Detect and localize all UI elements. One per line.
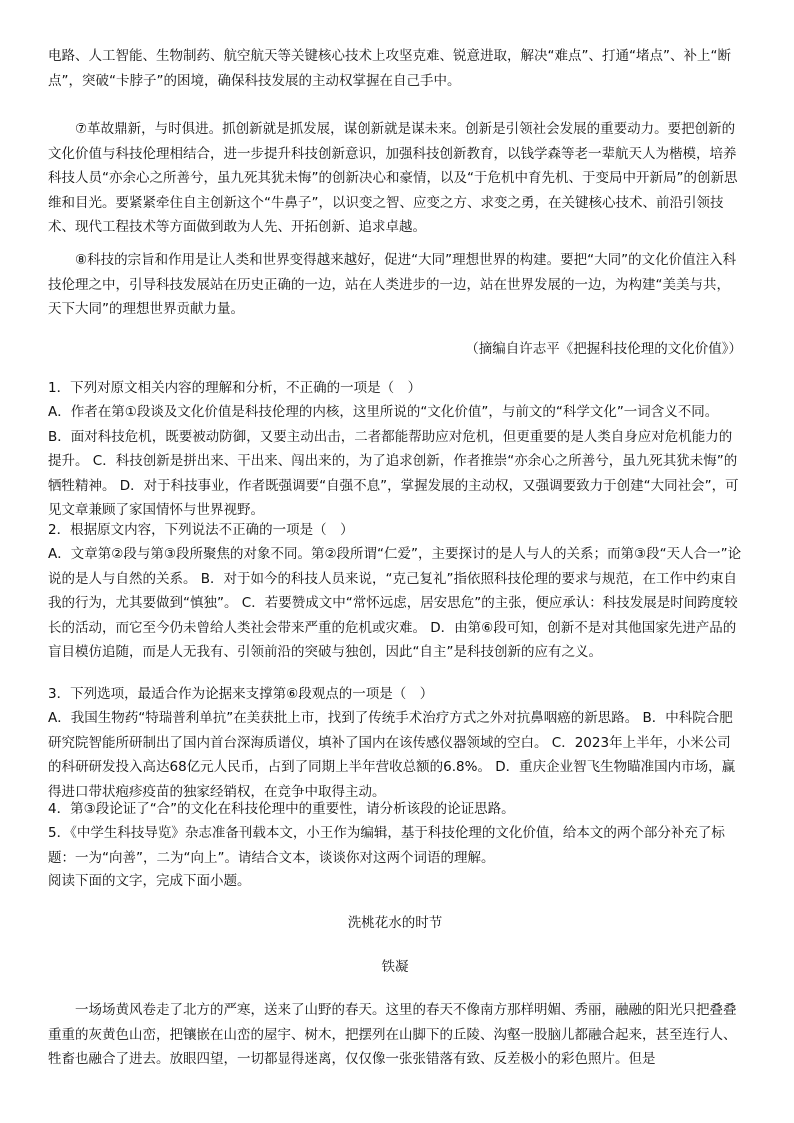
question-3-options: A．我国生物药“特瑞普利单抗”在美获批上市，找到了传统手术治疗方式之外对抗鼻咽癌的新思路。 B．中科院合肥研究院智能所研制出了国内首台深海质谱仪，填补了国内在该传感仪器领域的空白。 C．2023年上半年，小米公司的科研研发投入高达68亿元人民币，占到了同期上半年营收总额的6.8%。 D．重庆企业智飞生物瞄准国内市场，赢得进口带状疱疹疫苗的独家经销权，在竞争中取得主动。 [48, 710, 736, 800]
source-citation: （摘编自许志平《把握科技伦理的文化价值》） [465, 341, 742, 357]
paragraph-8: ⑧科技的宗旨和作用是让人类和世界变得越来越好，促进“大同”理想世界的构建。要把“大同”的文化价值注入科技伦理之中，引导科技发展站在历史正确的一边，站在人类进步的一边，站在世界发展的一边，为构建“美美与共，天下大同”的理想世界贡献力量。 [48, 252, 737, 317]
question-5: 5．《中学生科技导览》杂志准备刊载本文，小王作为编辑，基于科技伦理的文化价值，给本文的两个部分补充了标题：一为“向善”，二为“向上”。请结合文本，谈谈你对这两个词语的理解。 [48, 825, 725, 866]
question-1-options: A．作者在第①段谈及文化价值是科技伦理的内核，这里所说的“文化价值”，与前文的“科学文化”一词含义不同。 B．面对科技危机，既要被动防御，又要主动出击，二者都能帮助应对危机，但更重要的是人类自身应对危机能力的提升。 C．科技创新是拼出来、干出来、闯出来的，为了追求创新，作者推崇“亦余心之所善兮，虽九死其犹未悔”的牺牲精神。 D．对于科技事业，作者既强调要“自强不息”，掌握发展的主动权，又强调要致力于创建“大同社会”，可见文章兼顾了家国情怀与世界视野。 [48, 404, 739, 518]
question-2: 2．根据原文内容，下列说法不正确的一项是（ ） [48, 522, 354, 538]
question-3: 3．下列选项，最适合作为论据来支撑第⑥段观点的一项是（ ） [48, 686, 434, 702]
reading-instruction: 阅读下面的文字，完成下面小题。 [48, 873, 251, 889]
paragraph-7: ⑦革故鼎新，与时俱进。抓创新就是抓发展，谋创新就是谋未来。创新是引领社会发展的重要动力。要把创新的文化价值与科技伦理相结合，进一步提升科技创新意识，加强科技创新教育，以钱学森等老一辈航天人为楷模，培养科技人员“亦余心之所善兮，虽九死其犹未悔”的创新决心和豪情，以及“于危机中育先机、于变局中开新局”的创新思维和目光。要紧紧牵住自主创新这个“牛鼻子”，以识变之智、应变之方、求变之勇，在关键核心技术、前沿引领技术、现代工程技术等方面做到敢为人先、开拓创新、追求卓越。 [48, 121, 738, 235]
reading-author: 铁凝 [381, 959, 409, 975]
paragraph-continued: 电路、人工智能、生物制药、航空航天等关键核心技术上攻坚克难、锐意进取，解决“难点”、打通“堵点”、补上“断点”，突破“卡脖子”的困境，确保科技发展的主动权掌握在自己手中。 [48, 48, 731, 89]
reading-title: 洗桃花水的时节 [347, 915, 443, 931]
question-4: 4．第③段论证了“合”的文化在科技伦理中的重要性，请分析该段的论证思路。 [48, 801, 515, 817]
reading-body: 一场场黄风卷走了北方的严寒，送来了山野的春天。这里的春天不像南方那样明媚、秀丽，融融的阳光只把叠叠重重的灰黄色山峦，把镶嵌在山峦的屋宇、树木，把摆列在山脚下的丘陵、沟壑一股脑儿都融合起来，甚至连行人、牲畜也融合了进去。放眼四望，一切都显得迷离，仅仅像一张张错落有致、反差极小的彩色照片。但是 [48, 1002, 737, 1067]
question-2-options: A．文章第②段与第③段所聚焦的对象不同。第②段所谓“仁爱”，主要探讨的是人与人的关系；而第③段“天人合一”论说的是人与自然的关系。 B．对于如今的科技人员来说，“克己复礼”指依照科技伦理的要求与规范，在工作中约束自我的行为，尤其要做到“慎独”。 C．若要赞成文中“常怀远虑，居安思危”的主张，便应承认：科技发展是时间跨度较长的活动，而它至今仍未曾给人类社会带来严重的危机或灾难。 D．由第⑥段可知，创新不是对其他国家先进产品的盲目模仿追随，而是人无我有、引领前沿的突破与独创，因此“自主”是科技创新的应有之义。 [48, 546, 742, 660]
question-1: 1．下列对原文相关内容的理解和分析，不正确的一项是（ ） [48, 380, 422, 396]
